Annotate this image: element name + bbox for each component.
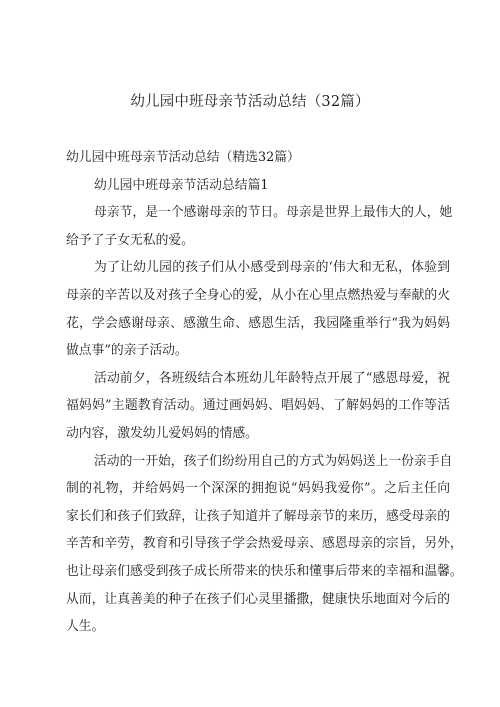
paragraph-line: 母亲节，是一个感谢母亲的节日。母亲是世界上最伟大的人，她 <box>94 205 453 221</box>
document-subtitle: 幼儿园中班母亲节活动总结（精选32篇） <box>66 150 300 165</box>
paragraph-line: 也让母亲们感受到孩子成长所带来的快乐和懂事后带来的幸福和温馨。 <box>66 563 463 579</box>
paragraph-4 <box>66 448 463 641</box>
paragraph-line: 给予了子女无私的爱。 <box>66 232 194 248</box>
paragraph-line: 活动的一开始，孩子们纷纷用自己的方式为妈妈送上一份亲手自 <box>94 453 453 469</box>
paragraph-line: 为了让幼儿园的孩子们从小感受到母亲的‘伟大和无私，体验到 <box>94 260 450 276</box>
paragraph-line: 制的礼物，并给妈妈一个深深的拥抱说“妈妈我爱你”。之后主任向 <box>66 481 450 497</box>
paragraph-line: 花，学会感谢母亲、感激生命、感恩生活，我园隆重举行“我为妈妈 <box>66 315 450 331</box>
paragraph-1 <box>66 199 453 254</box>
paragraph-line: 家长们和孩子们致辞，让孩子知道并了解母亲节的来历，感受母亲的 <box>66 508 450 524</box>
document-body <box>66 144 463 641</box>
section-heading: 幼儿园中班母亲节活动总结篇1 <box>94 177 269 193</box>
paragraph-line: 母亲的辛苦以及对孩子全身心的爱，从小在心里点燃热爱与奉献的火 <box>66 287 450 303</box>
paragraph-line: 动内容，激发幼儿爱妈妈的情感。 <box>66 425 258 441</box>
paragraph-line: 活动前夕，各班级结合本班幼儿年龄特点开展了“感恩母爱，祝 <box>94 370 450 386</box>
paragraph-2 <box>66 254 450 364</box>
paragraph-line: 从而，让真善美的种子在孩子们心灵里播撒，健康快乐地面对今后的 <box>66 591 450 607</box>
paragraph-line: 辛苦和辛劳，教育和引导孩子学会热爱母亲、感恩母亲的宗旨，另外， <box>66 536 463 552</box>
document-title: 幼儿园中班母亲节活动总结（32篇） <box>130 94 370 110</box>
paragraph-line: 做点事”的亲子活动。 <box>66 343 188 359</box>
paragraph-line: 福妈妈”主题教育活动。通过画妈妈、唱妈妈、了解妈妈的工作等活 <box>66 398 450 414</box>
paragraph-3 <box>66 365 450 448</box>
paragraph-line: 人生。 <box>66 619 105 635</box>
